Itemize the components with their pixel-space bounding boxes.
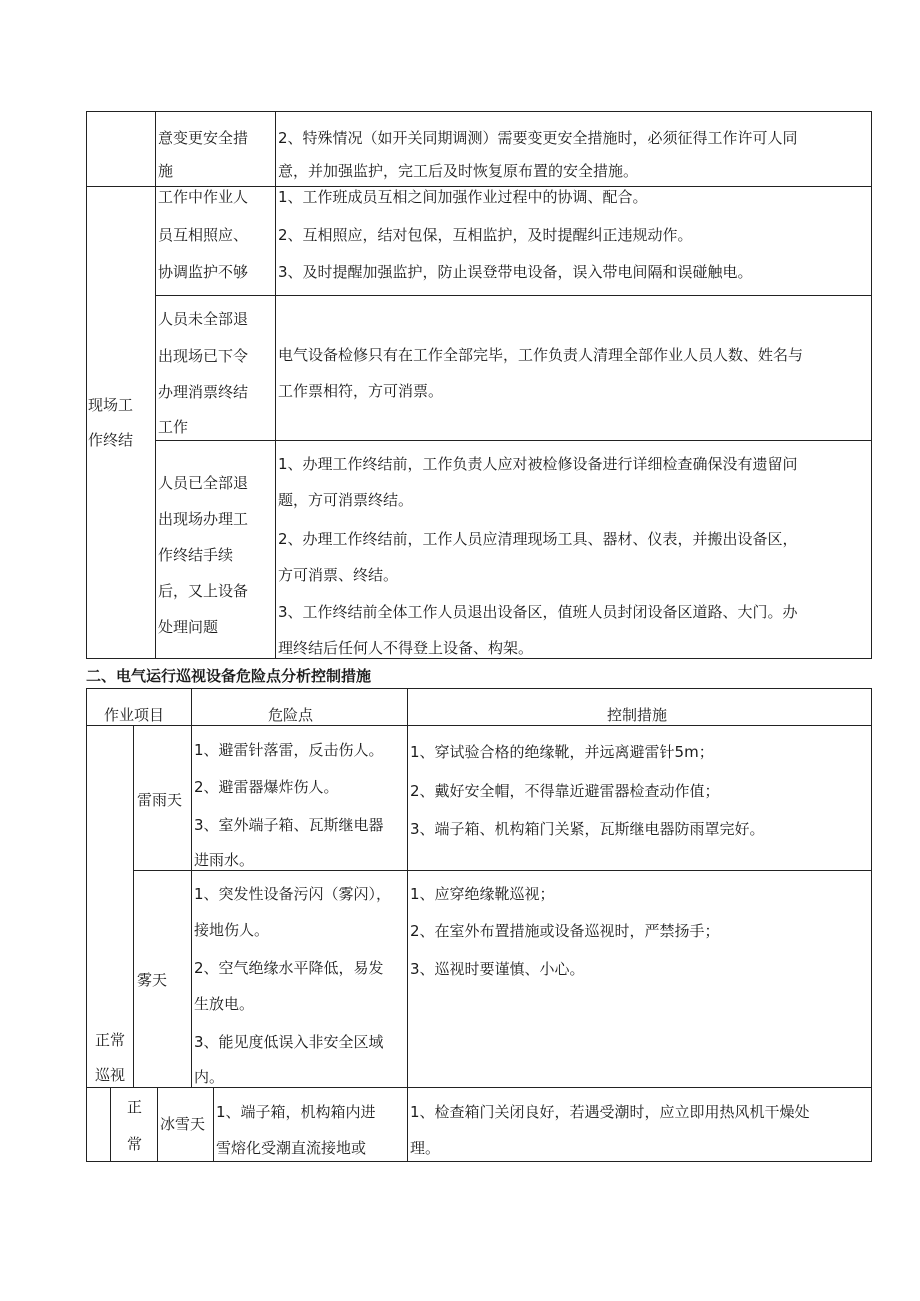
row-d-measure-line: 题，方可消票终结。 bbox=[278, 491, 414, 509]
row-d-item-line: 作终结手续 bbox=[158, 546, 234, 564]
row-c-item-line: 工作 bbox=[158, 418, 189, 436]
row2-hazard-line: 2、空气绝缘水平降低，易发 bbox=[194, 959, 384, 977]
row-a-measure-line: 意，并加强监护，完工后及时恢复原布置的安全措施。 bbox=[278, 162, 639, 180]
row1-hazard-line: 进雨水。 bbox=[194, 851, 255, 869]
row2-hazard-line: 3、能见度低误入非安全区域 bbox=[194, 1033, 384, 1051]
table2-border-hazard bbox=[191, 725, 192, 1088]
row2-hazard-line: 接地伤人。 bbox=[194, 921, 270, 939]
row3-control-line: 理。 bbox=[410, 1139, 441, 1157]
row1-hazard-line: 3、室外端子箱、瓦斯继电器 bbox=[194, 816, 384, 834]
header-hazard: 危险点 bbox=[268, 706, 314, 724]
header-control: 控制措施 bbox=[607, 706, 668, 724]
row-a-measure-line: 2、特殊情况（如开关同期调测）需要变更安全措施时，必须征得工作许可人同 bbox=[278, 129, 798, 147]
table2-border-sub bbox=[133, 725, 134, 1088]
table2-border-bottom bbox=[86, 1161, 872, 1162]
row-b-item-line: 工作中作业人 bbox=[158, 188, 249, 206]
table2-border-top bbox=[86, 688, 872, 689]
row2-hazard-line: 1、突发性设备污闪（雾闪）， bbox=[194, 885, 392, 903]
section-label-line: 作终结 bbox=[88, 431, 134, 449]
row-b-item-line: 协调监护不够 bbox=[158, 263, 249, 281]
table2-border-right bbox=[871, 688, 872, 1162]
row-d-measure-line: 3、工作终结前全体工作人员退出设备区，值班人员封闭设备区道路、大门。办 bbox=[278, 603, 798, 621]
row2-control-line: 1、应穿绝缘靴巡视； bbox=[410, 885, 555, 903]
row-d-item-line: 人员已全部退 bbox=[158, 474, 249, 492]
row-c-item-line: 人员未全部退 bbox=[158, 310, 249, 328]
row-d-measure-line: 2、办理工作终结前，工作人员应清理现场工具、器材、仪表，并搬出设备区， bbox=[278, 530, 798, 548]
row-b-measure-line: 1、工作班成员互相之间加强作业过程中的协调、配合。 bbox=[278, 188, 648, 206]
row-d-item-line: 出现场办理工 bbox=[158, 510, 249, 528]
row1-hazard-line: 2、避雷器爆炸伤人。 bbox=[194, 778, 339, 796]
row2-hazard-line: 生放电。 bbox=[194, 995, 255, 1013]
row3-control-line: 1、检查箱门关闭良好，若遇受潮时，应立即用热风机干燥处 bbox=[410, 1103, 810, 1121]
row-d-measure-line: 方可消票、终结。 bbox=[278, 566, 399, 584]
header-item: 作业项目 bbox=[104, 706, 165, 724]
row3-sub: 冰雪天 bbox=[160, 1115, 206, 1133]
category-label-line: 正常 bbox=[95, 1031, 126, 1049]
table2-border-r3-d bbox=[407, 1087, 408, 1162]
row-d-measure-line: 1、办理工作终结前，工作负责人应对被检修设备进行详细检查确保没有遗留问 bbox=[278, 455, 798, 473]
table2-border-row1 bbox=[133, 870, 872, 871]
table2-border-header-split bbox=[191, 688, 192, 726]
table2-border-control bbox=[407, 688, 408, 1088]
table2-border-r3-a bbox=[110, 1087, 111, 1162]
row3-category-line: 正 bbox=[127, 1098, 143, 1116]
row-c-measure-line: 工作票相符，方可消票。 bbox=[278, 382, 444, 400]
row-c-item-line: 出现场已下令 bbox=[158, 347, 249, 365]
row2-control-line: 3、巡视时要谨慎、小心。 bbox=[410, 960, 585, 978]
section-2-title: 二、电气运行巡视设备危险点分析控制措施 bbox=[86, 667, 372, 685]
table2-border-left bbox=[86, 688, 87, 1162]
row2-hazard-line: 内。 bbox=[194, 1068, 225, 1086]
row-b-measure-line: 3、及时提醒加强监护，防止误登带电设备，误入带电间隔和误碰触电。 bbox=[278, 263, 753, 281]
row3-hazard-line: 雪熔化受潮直流接地或 bbox=[216, 1139, 367, 1157]
row-d-item-line: 处理问题 bbox=[158, 618, 219, 636]
row1-control-line: 3、端子箱、机构箱门关紧，瓦斯继电器防雨罩完好。 bbox=[410, 820, 765, 838]
row-b-item-line: 员互相照应、 bbox=[158, 226, 249, 244]
row-c-measure-line: 电气设备检修只有在工作全部完毕，工作负责人清理全部作业人员人数、姓名与 bbox=[278, 346, 804, 364]
row1-hazard-line: 1、避雷针落雷，反击伤人。 bbox=[194, 741, 384, 759]
row1-control-line: 1、穿试验合格的绝缘靴，并远离避雷针5m； bbox=[410, 743, 714, 761]
table2-border-row2 bbox=[86, 1087, 872, 1088]
row1-control-line: 2、戴好安全帽，不得靠近避雷器检查动作值； bbox=[410, 782, 720, 800]
row1-sub: 雷雨天 bbox=[137, 791, 183, 809]
row3-hazard-line: 1、端子箱，机构箱内进 bbox=[216, 1103, 376, 1121]
table2-border-r3-b bbox=[157, 1087, 158, 1162]
row-c-item-line: 办理消票终结 bbox=[158, 383, 249, 401]
row-a-item-line: 施 bbox=[158, 162, 174, 180]
section-label-line: 现场工 bbox=[88, 396, 134, 414]
row-a-item-line: 意变更安全措 bbox=[158, 129, 249, 147]
category-label-line: 巡视 bbox=[95, 1066, 126, 1084]
table2-border-r3-c bbox=[213, 1087, 214, 1162]
row3-category-line: 常 bbox=[127, 1135, 143, 1153]
row-d-item-line: 后，又上设备 bbox=[158, 582, 249, 600]
row-d-measure-line: 理终结后任何人不得登上设备、构架。 bbox=[278, 639, 534, 657]
row2-control-line: 2、在室外布置措施或设备巡视时，严禁扬手； bbox=[410, 922, 720, 940]
table2-border-header bbox=[86, 725, 872, 726]
row-b-measure-line: 2、互相照应，结对包保，互相监护，及时提醒纠正违规动作。 bbox=[278, 226, 693, 244]
row2-sub: 雾天 bbox=[137, 971, 168, 989]
